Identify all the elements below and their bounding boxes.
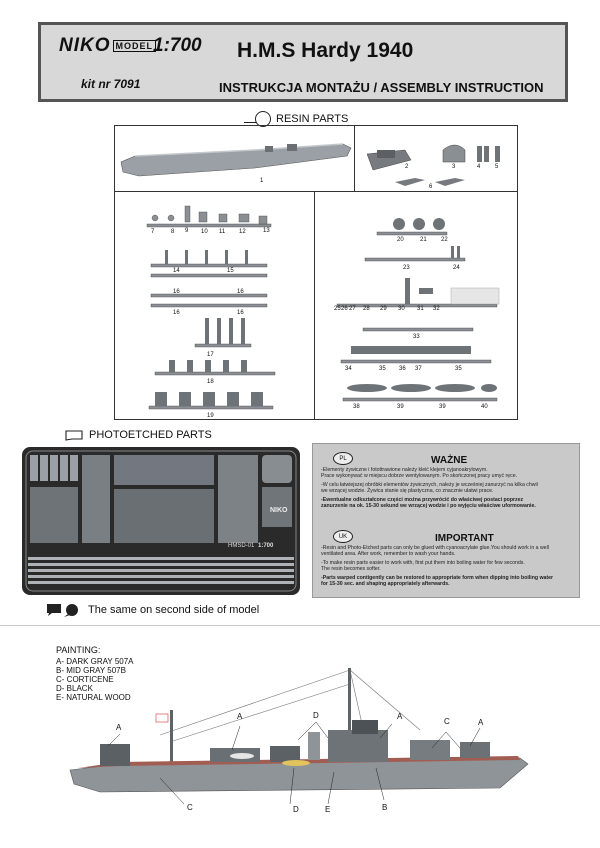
part-number: 21 xyxy=(420,237,427,243)
speech-bubble-icon xyxy=(46,603,84,617)
part-number: 23 xyxy=(403,265,410,271)
part-number: 30 xyxy=(398,306,405,312)
fret-code: HMSD-01 xyxy=(228,543,255,549)
part-number: 22 xyxy=(441,237,448,243)
part-number: 16 xyxy=(173,310,180,316)
part-number: 11 xyxy=(219,229,226,235)
divider xyxy=(0,625,600,626)
part-number: 34 xyxy=(345,366,352,372)
callout-label: E xyxy=(325,805,331,814)
callout-label: A xyxy=(478,718,484,727)
photoetched-parts-label: PHOTOETCHED PARTS xyxy=(64,429,212,441)
kit-scale: 1:700 xyxy=(153,35,202,56)
callout-label: C xyxy=(444,717,450,726)
part-number: 16 xyxy=(237,289,244,295)
part-number: 10 xyxy=(201,229,208,235)
part-number: 16 xyxy=(237,310,244,316)
resin-sprues-drawing xyxy=(115,192,517,419)
fret-brand: NIKO xyxy=(270,507,288,514)
part-number: 25 xyxy=(334,306,341,312)
part-number: 5 xyxy=(495,164,499,170)
fret-parts-drawing xyxy=(22,447,300,595)
part-number: 12 xyxy=(239,229,246,235)
callout-label: A xyxy=(237,712,243,721)
part-number: 36 xyxy=(399,366,406,372)
part-number: 35 xyxy=(455,366,462,372)
uk-notes: -Resin and Photo-Etched parts can only be glued with cyanoacrylate glue.You should work in a well ventilated area. After work, remember to wash your hands. -To make resin parts easier to work with, first put them into boiling water for few seconds. The resin becomes softer. -Parts warped contigently can be restored to appropriate form when dipping into boiling water for 15-30 sec. and shaping appropriately afterwards. xyxy=(321,545,554,588)
title-block xyxy=(38,22,568,102)
resin-small-parts-box xyxy=(114,191,518,420)
part-number: 8 xyxy=(171,229,175,235)
part-number: 38 xyxy=(353,404,360,410)
part-number: 15 xyxy=(227,268,234,274)
resin-hull-box xyxy=(114,125,518,192)
part-number: 27 xyxy=(349,306,356,312)
part-number: 31 xyxy=(417,306,424,312)
part-number: 4 xyxy=(477,164,481,170)
part-number: 19 xyxy=(207,413,214,419)
uk-flag-icon: UK xyxy=(333,530,353,543)
part-number: 26 xyxy=(341,306,348,312)
part-number: 32 xyxy=(433,306,440,312)
part-number: 3 xyxy=(452,164,456,170)
photoetched-fret xyxy=(22,447,300,595)
second-side-note: The same on second side of model xyxy=(46,603,259,617)
part-number: 39 xyxy=(397,404,404,410)
part-number: 35 xyxy=(379,366,386,372)
pl-flag-icon: PL xyxy=(333,452,353,465)
callout-label: B xyxy=(382,803,388,812)
part-number: 18 xyxy=(207,379,214,385)
part-number: 24 xyxy=(453,265,460,271)
fret-icon xyxy=(64,429,84,441)
part-number: 28 xyxy=(363,306,370,312)
ship-title: H.M.S Hardy 1940 xyxy=(237,39,414,62)
part-number: 16 xyxy=(173,289,180,295)
part-number: 14 xyxy=(173,268,180,274)
callout-label: C xyxy=(187,803,193,812)
part-number: 37 xyxy=(415,366,422,372)
part-number: 29 xyxy=(380,306,387,312)
callout-label: A xyxy=(116,723,122,732)
part-number: 9 xyxy=(185,228,189,234)
uk-heading: IMPORTANT xyxy=(435,533,494,544)
part-number: 6 xyxy=(429,184,433,190)
instruction-title: INSTRUKCJA MONTAŻU / ASSEMBLY INSTRUCTION xyxy=(219,80,544,95)
part-number: 20 xyxy=(397,237,404,243)
fret-scale: 1:700 xyxy=(258,543,274,549)
part-number: 1 xyxy=(260,178,264,184)
callout-label: A xyxy=(397,712,403,721)
part-number: 33 xyxy=(413,334,420,340)
pl-notes: -Elementy żywiczne i fotottrawione należy kleić klejem cyjanoakrylowym. Prace wykonywać w miejscu dobrze wentylowanym. Po skończonej pracy umyć ręce. -W celu łatwiejszej obróbki elementów żywicznych, należy je wcześniej zanurzyć na kilka chwil we wrzącej wodzie. Żywica stanie się plastyczna, co znacznie ułatwi prace. -Ewentualne odkształcone części można przywrócić do właściwej postaci poprzez zanurzenie na ok. 15-30 sekund we wrzącej wodzie i po wyjęciu właściwe uformowanie. xyxy=(321,467,538,510)
resin-hull-drawing xyxy=(115,126,517,191)
painting-legend: A- DARK GRAY 507A B- MID GRAY 507B C- CORTICENE D- BLACK E- NATURAL WOOD xyxy=(56,657,134,702)
painting-heading: PAINTING: xyxy=(56,645,101,655)
part-number: 2 xyxy=(405,164,409,170)
notes-panel xyxy=(312,443,580,598)
callout-label: D xyxy=(313,711,319,720)
resin-parts-label: RESIN PARTS xyxy=(255,111,348,127)
callout-label: D xyxy=(293,805,299,814)
part-number: 40 xyxy=(481,404,488,410)
pl-heading: WAŻNE xyxy=(431,455,468,466)
part-number: 13 xyxy=(263,228,270,234)
part-number: 7 xyxy=(151,229,155,235)
part-number: 17 xyxy=(207,352,214,358)
ship-painting-view xyxy=(60,660,540,820)
brand-logo: NIKO MODEL xyxy=(59,35,158,57)
kit-number: kit nr 7091 xyxy=(81,77,141,91)
part-number: 39 xyxy=(439,404,446,410)
